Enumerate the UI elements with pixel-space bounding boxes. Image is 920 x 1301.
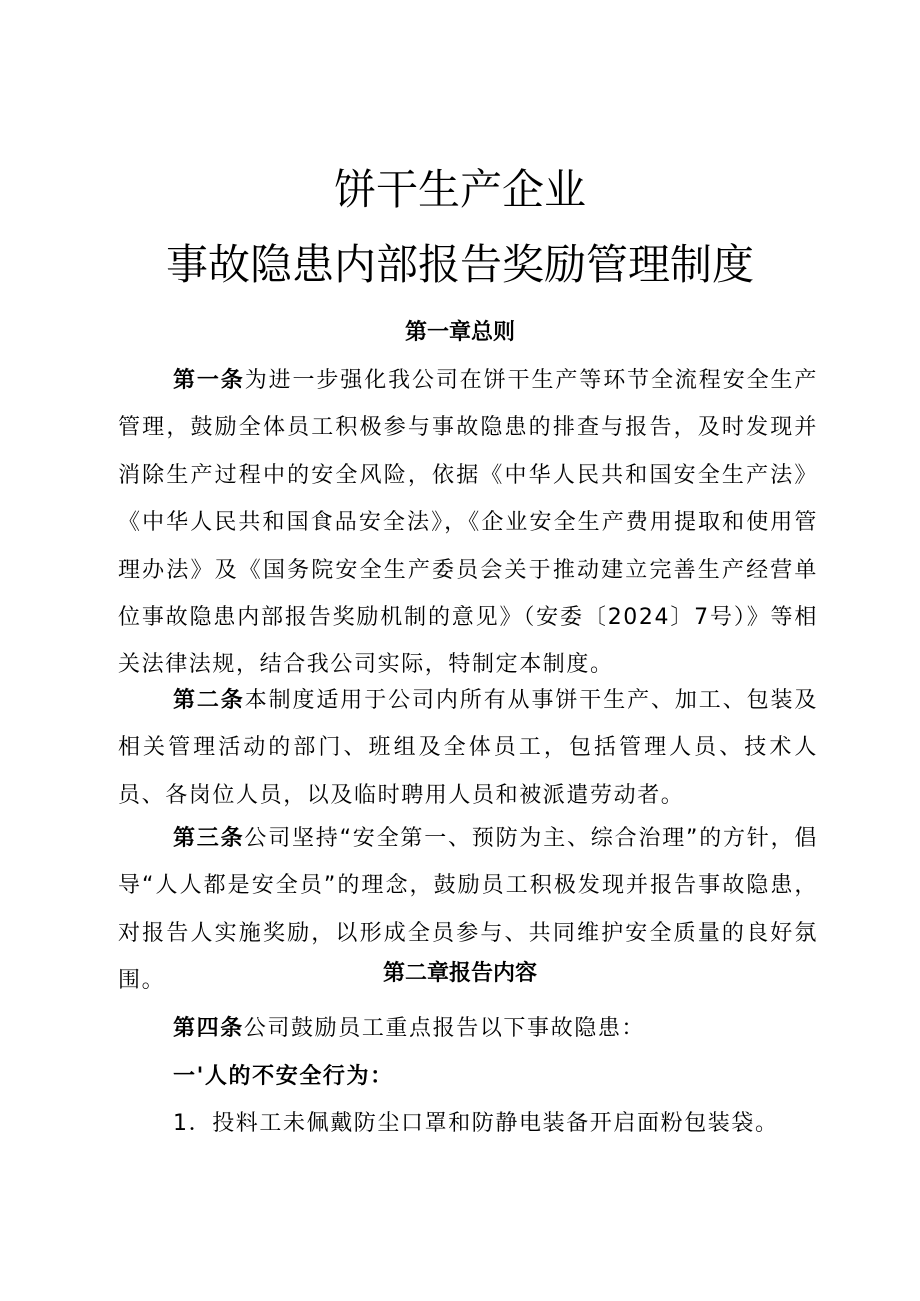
article-2-label: 第二条 xyxy=(173,688,245,713)
section-heading-text: 一'人的不安全行为： xyxy=(173,1064,394,1089)
section-heading xyxy=(118,1053,818,1100)
article-2 xyxy=(118,677,818,819)
article-1-label: 第一条 xyxy=(173,368,245,393)
article-4 xyxy=(118,1005,818,1052)
article-3-label: 第三条 xyxy=(173,826,245,851)
article-3-text: 公司坚持“安全第一、预防为主、综合治理”的方针，倡导“人人都是安全员”的理念，鼓励员工积极发现并报告事故隐患，对报告人实施奖励，以形成全员参与、共同维护安全质量的良好氛围。 xyxy=(118,826,818,994)
list-item-text: 1．投料工未佩戴防尘口罩和防静电装备开启面粉包装袋。 xyxy=(173,1111,779,1136)
article-1-text: 为进一步强化我公司在饼干生产等环节全流程安全生产管理，鼓励全体员工积极参与事故隐患的排查与报告，及时发现并消除生产过程中的安全风险，依据《中华人民共和国安全生产法》《中华人民共和国食品安全法》，《企业安全生产费用提取和使用管理办法》及《国务院安全生产委员会关于推动建立完善生产经营单位事故隐患内部报告奖励机制的意见》（安委〔2024〕7号）》等相关法律法规，结合我公司实际，特制定本制度。 xyxy=(118,368,818,678)
document-title-line1: 饼干生产企业 xyxy=(333,165,586,214)
list-item xyxy=(118,1100,818,1147)
chapter-heading-2: 第二章报告内容 xyxy=(382,961,537,986)
article-1 xyxy=(118,357,818,689)
chapter-heading-1: 第一章总则 xyxy=(404,320,515,345)
article-4-text: 公司鼓励员工重点报告以下事故隐患： xyxy=(243,1016,646,1041)
document-title-line2: 事故隐患内部报告奖励管理制度 xyxy=(165,240,754,289)
article-2-text: 本制度适用于公司内所有从事饼干生产、加工、包装及相关管理活动的部门、班组及全体员工，包括管理人员、技术人员、各岗位人员，以及临时聘用人员和被派遣劳动者。 xyxy=(118,688,818,808)
article-4-label: 第四条 xyxy=(173,1016,244,1041)
